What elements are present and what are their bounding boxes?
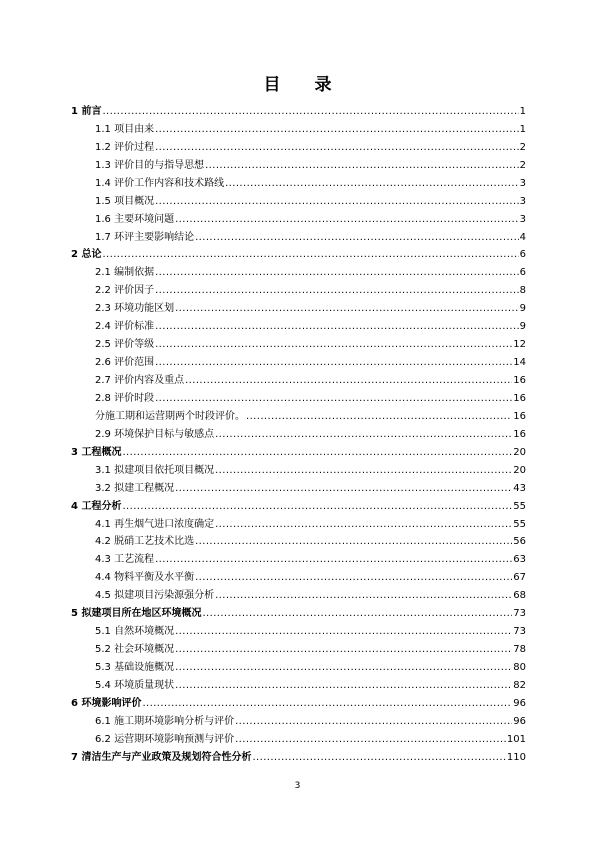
toc-entry[interactable] (71, 747, 526, 765)
toc-entry-label: 5 拟建项目所在地区环境概况 (71, 608, 202, 620)
toc-dot-leader (246, 410, 512, 424)
toc-entry-label: 1.6 主要环境问题 (95, 213, 175, 225)
toc-entry-label: 3.1 拟建项目依托项目概况 (95, 464, 215, 476)
toc-entry-page: 20 (513, 464, 526, 476)
toc-dot-leader (175, 625, 512, 639)
toc-entry[interactable] (71, 711, 526, 729)
toc-dot-leader (202, 607, 512, 621)
toc-dot-leader (195, 571, 512, 585)
toc-entry-label: 5.3 基础设施概况 (95, 662, 175, 673)
toc-entry-page: 16 (513, 428, 526, 440)
toc-entry-page: 110 (506, 751, 526, 763)
toc-dot-leader (215, 428, 512, 442)
toc-entry-label: 3 工程概况 (71, 446, 122, 458)
toc-dot-leader (215, 464, 512, 478)
toc-entry[interactable] (71, 657, 526, 675)
toc-dot-leader (155, 356, 512, 370)
toc-entry-page: 3 (519, 177, 526, 189)
toc-entry-label: 1.1 项目由来 (95, 123, 155, 135)
toc-dot-leader (175, 482, 512, 496)
toc-entry-page: 78 (513, 644, 526, 656)
toc-entry[interactable] (71, 352, 526, 370)
toc-dot-leader (175, 661, 512, 675)
toc-dot-leader (215, 518, 512, 532)
toc-entry[interactable] (71, 280, 526, 298)
toc-entry-label: 2.8 评价时段 (95, 392, 155, 404)
toc-dot-leader (102, 105, 518, 119)
toc-dot-leader (175, 213, 519, 227)
toc-entry[interactable] (71, 245, 526, 263)
toc-entry[interactable] (71, 532, 526, 550)
toc-entry[interactable] (71, 137, 526, 155)
toc-entry-label: 4 工程分析 (71, 500, 122, 512)
toc-entry[interactable] (71, 424, 526, 442)
toc-entry-label: 4.2 脱硝工艺技术比选 (95, 536, 195, 548)
toc-dot-leader (215, 589, 512, 603)
toc-entry[interactable] (71, 693, 526, 711)
toc-entry-page: 9 (519, 303, 526, 315)
toc-dot-leader (155, 392, 512, 406)
toc-entry[interactable] (71, 621, 526, 639)
table-of-contents (71, 101, 526, 765)
toc-entry[interactable] (71, 496, 526, 514)
toc-dot-leader (155, 338, 512, 352)
toc-dot-leader (155, 266, 519, 280)
toc-entry-page: 16 (513, 392, 526, 404)
toc-entry-page: 43 (513, 482, 526, 494)
toc-entry[interactable] (71, 209, 526, 227)
toc-entry-page: 80 (513, 662, 526, 673)
toc-dot-leader (195, 231, 519, 245)
toc-entry[interactable] (71, 514, 526, 532)
toc-dot-leader (175, 302, 519, 316)
toc-entry[interactable] (71, 585, 526, 603)
toc-entry-label: 2.4 评价标准 (95, 321, 155, 333)
toc-entry-page: 2 (519, 159, 526, 171)
toc-entry-label: 1.3 评价目的与指导思想 (95, 159, 205, 171)
toc-entry-label: 4.4 物料平衡及水平衡 (95, 572, 195, 584)
toc-dot-leader (175, 643, 512, 657)
toc-dot-leader (235, 733, 506, 747)
toc-entry-label: 4.5 拟建项目污染源强分析 (95, 590, 215, 602)
toc-entry[interactable] (71, 388, 526, 406)
toc-entry-page: 9 (519, 321, 526, 333)
toc-entry[interactable] (71, 334, 526, 352)
toc-entry-page: 73 (513, 626, 526, 638)
toc-dot-leader (155, 195, 519, 209)
toc-entry-label: 1.5 项目概况 (95, 195, 155, 207)
toc-entry-page: 8 (519, 285, 526, 297)
toc-entry-page: 73 (513, 608, 526, 620)
toc-entry[interactable] (71, 442, 526, 460)
toc-entry-label: 1.2 评价过程 (95, 141, 155, 153)
toc-entry[interactable] (71, 155, 526, 173)
toc-dot-leader (155, 553, 512, 567)
toc-entry-label: 2.6 评价范围 (95, 357, 155, 369)
toc-entry[interactable] (71, 370, 526, 388)
toc-entry-page: 55 (513, 518, 526, 530)
toc-entry[interactable] (71, 119, 526, 137)
toc-dot-leader (155, 284, 519, 298)
toc-entry-label: 1.7 环评主要影响结论 (95, 231, 195, 243)
toc-entry-label: 2.5 评价等级 (95, 339, 155, 351)
toc-entry-label: 2.1 编制依据 (95, 267, 155, 279)
toc-entry-page: 3 (519, 195, 526, 207)
page-title: 目 录 (263, 75, 346, 95)
toc-entry-label: 3.2 拟建工程概况 (95, 482, 175, 494)
toc-entry[interactable] (71, 406, 526, 424)
toc-entry-page: 96 (513, 697, 526, 709)
toc-entry-label: 5.4 环境质量现状 (95, 679, 175, 691)
toc-entry-page: 1 (519, 105, 526, 117)
toc-entry[interactable] (71, 227, 526, 245)
toc-entry-label: 2.9 环境保护目标与敏感点 (95, 428, 215, 440)
toc-entry-page: 63 (513, 554, 526, 566)
toc-entry-label: 6.1 施工期环境影响分析与评价 (95, 715, 235, 727)
toc-dot-leader (155, 141, 519, 155)
toc-dot-leader (225, 177, 519, 191)
toc-entry[interactable] (71, 191, 526, 209)
toc-entry-label: 1 前言 (71, 105, 102, 117)
toc-entry[interactable] (71, 549, 526, 567)
toc-entry-page: 6 (519, 249, 526, 261)
toc-entry[interactable] (71, 173, 526, 191)
toc-entry-label: 6.2 运营期环境影响预测与评价 (95, 733, 235, 745)
toc-entry[interactable] (71, 316, 526, 334)
toc-entry-page: 20 (513, 446, 526, 458)
toc-dot-leader (142, 697, 512, 711)
toc-entry-label: 2.7 评价内容及重点 (95, 375, 185, 386)
toc-entry-label: 1.4 评价工作内容和技术路线 (95, 177, 225, 189)
toc-entry-page: 16 (513, 410, 526, 422)
toc-dot-leader (205, 159, 519, 173)
toc-entry-label: 7 清洁生产与产业政策及规划符合性分析 (71, 751, 252, 763)
toc-entry-page: 67 (513, 572, 526, 584)
toc-entry[interactable] (71, 729, 526, 747)
toc-dot-leader (102, 248, 518, 262)
toc-entry[interactable] (71, 567, 526, 585)
toc-entry-page: 2 (519, 141, 526, 153)
toc-dot-leader (122, 500, 512, 514)
toc-entry-page: 101 (506, 733, 526, 745)
toc-entry-label: 2 总论 (71, 249, 102, 261)
toc-entry[interactable] (71, 262, 526, 280)
toc-entry[interactable] (71, 460, 526, 478)
toc-entry-label: 5.1 自然环境概况 (95, 626, 175, 638)
toc-entry-label: 4.1 再生烟气进口浓度确定 (95, 518, 215, 530)
toc-entry-page: 96 (513, 715, 526, 727)
toc-entry[interactable] (71, 675, 526, 693)
toc-entry-page: 16 (513, 375, 526, 386)
toc-entry-page: 1 (519, 123, 526, 135)
toc-entry-page: 3 (519, 213, 526, 225)
toc-entry-page: 68 (513, 590, 526, 602)
toc-entry[interactable] (71, 603, 526, 621)
toc-entry-page: 6 (519, 267, 526, 279)
toc-entry-page: 14 (513, 357, 526, 369)
toc-dot-leader (252, 751, 505, 765)
toc-dot-leader (155, 123, 519, 137)
toc-dot-leader (175, 679, 512, 693)
toc-entry-label: 4.3 工艺流程 (95, 554, 155, 566)
toc-entry[interactable] (71, 298, 526, 316)
toc-dot-leader (235, 715, 512, 729)
toc-entry-page: 56 (513, 536, 526, 548)
toc-entry-label: 5.2 社会环境概况 (95, 644, 175, 656)
toc-entry[interactable] (71, 639, 526, 657)
toc-dot-leader (122, 446, 512, 460)
toc-entry-label: 6 环境影响评价 (71, 697, 142, 709)
toc-entry-page: 12 (513, 339, 526, 351)
toc-entry-label: 2.3 环境功能区划 (95, 303, 175, 315)
toc-entry-label: 分施工期和运营期两个时段评价。 (95, 410, 245, 422)
toc-entry-page: 55 (513, 500, 526, 512)
toc-entry-page: 4 (519, 231, 526, 243)
toc-dot-leader (195, 535, 512, 549)
toc-entry[interactable] (71, 101, 526, 119)
toc-entry[interactable] (71, 478, 526, 496)
toc-entry-label: 2.2 评价因子 (95, 285, 155, 297)
toc-dot-leader (185, 374, 512, 388)
toc-entry-page: 82 (513, 679, 526, 691)
toc-dot-leader (155, 320, 519, 334)
page-number: 3 (294, 781, 301, 791)
